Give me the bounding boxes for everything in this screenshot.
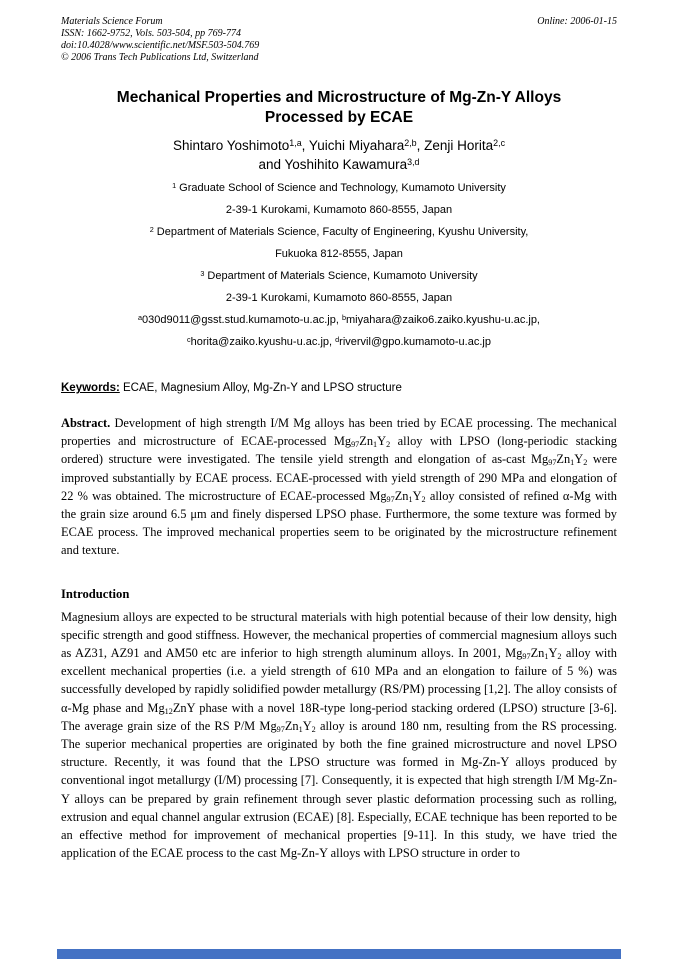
text-segment: ZnY phase with a novel 18R-type long-period stacking ordered (LPSO) structure [3-6]. The average grain size of the RS P/M Mg bbox=[61, 700, 617, 733]
affiliations bbox=[61, 177, 617, 309]
text-segment: miyahara@zaiko6.zaiko.kyushu-u.ac.jp, bbox=[346, 314, 540, 326]
affiliation-line bbox=[61, 199, 617, 221]
text-segment: 3 bbox=[200, 268, 205, 278]
text-segment: Abstract. bbox=[61, 416, 111, 430]
text-segment: ECAE, Magnesium Alloy, Mg-Zn-Y and LPSO structure bbox=[119, 382, 402, 394]
text-segment: Y bbox=[574, 452, 584, 467]
text-segment: a bbox=[138, 312, 143, 322]
text-segment: Y bbox=[377, 434, 387, 449]
text-segment: 97 bbox=[522, 652, 531, 662]
text-segment: 97 bbox=[548, 458, 557, 468]
text-segment: rivervil@gpo.kumamoto-u.ac.jp bbox=[339, 336, 491, 348]
paper-title-line-1: Mechanical Properties and Microstructure of Mg-Zn-Y Alloys bbox=[116, 89, 562, 106]
text-segment: 2-39-1 Kurokami, Kumamoto 860-8555, Japan bbox=[225, 204, 453, 216]
text-segment: 2,b bbox=[404, 138, 417, 148]
journal-name: Materials Science Forum bbox=[61, 16, 163, 27]
text-segment: 1 bbox=[373, 440, 378, 450]
text-segment: c bbox=[187, 334, 191, 344]
paper-title-line-2: Processed by ECAE bbox=[264, 109, 414, 126]
online-date: Online: 2006-01-15 bbox=[537, 16, 617, 27]
text-segment: alloy with excellent mechanical properties (i.e. a yield strength of 610 MPa and an elongation to failure of 5 %) was successfully developed by rapidly solidified powder metallurgy (RS/PM) processing [1,2]. The alloy consists of α-Mg phase and Mg bbox=[61, 646, 617, 715]
paper-title bbox=[61, 88, 617, 128]
text-segment: 2 bbox=[149, 224, 154, 234]
text-segment: Zn bbox=[556, 452, 571, 467]
text-segment: Department of Materials Science, Kumamoto University bbox=[204, 270, 478, 282]
affiliation-line bbox=[61, 243, 617, 265]
text-segment: 2 bbox=[557, 652, 562, 662]
text-segment: 2 bbox=[421, 494, 426, 504]
text-segment: Department of Materials Science, Faculty of Engineering, Kyushu University, bbox=[153, 226, 529, 238]
introduction-heading: Introduction bbox=[61, 586, 130, 601]
text-segment: 1,a bbox=[289, 138, 302, 148]
affiliation-line bbox=[61, 265, 617, 287]
text-segment: b bbox=[341, 312, 347, 322]
author-list bbox=[61, 136, 617, 174]
text-segment: , Yuichi Miyahara bbox=[301, 138, 405, 153]
text-segment: alloy consisted of refined α-Mg with the grain size around 6.5 μm and finely dispersed LPSO phase. Furthermore, the some texture was formed by ECAE process. The improved mechanical properties seem to be originated by the microstructure refinement and texture. bbox=[61, 488, 617, 558]
text-segment: Zn bbox=[359, 434, 374, 449]
text-segment: 2,c bbox=[493, 138, 506, 148]
text-segment: Fukuoka 812-8555, Japan bbox=[275, 248, 403, 260]
text-segment: 97 bbox=[351, 440, 360, 450]
text-segment: Y bbox=[302, 718, 312, 733]
abstract-paragraph bbox=[61, 414, 617, 560]
text-segment: d bbox=[335, 334, 340, 344]
text-segment: Zn bbox=[284, 718, 299, 733]
text-segment: 1 bbox=[172, 180, 177, 190]
text-segment: were improved substantially by ECAE process. ECAE-processed with yield strength of 290 MPa and elongation of 22 % was obtained. The microstructure of ECAE-processed Mg bbox=[61, 452, 617, 503]
journal-copyright-line: © 2006 Trans Tech Publications Ltd, Switzerland bbox=[61, 52, 259, 63]
text-segment: Y bbox=[548, 646, 558, 661]
author-emails bbox=[61, 309, 617, 353]
text-segment: horita@zaiko.kyushu-u.ac.jp, bbox=[190, 336, 336, 348]
text-segment: alloy with LPSO (long-periodic stacking ordered) structure were investigated. The tensile yield strength and elongation of as-cast Mg bbox=[61, 434, 617, 467]
text-segment: alloy is around 180 nm, resulting from the RS processing. The superior mechanical properties are originated by both the fine grained microstructure and novel LPSO structure. Recently, it was found that the LPSO structure was formed in Mg-Zn-Y alloys produced by conventional ingot metallurgy (I/M) processing [7]. Consequently, it is expected that high strength I/M Mg-Zn-Y alloys can be prepared by grain refinement through sever plastic deformation processing such as rolling, extrusion and equal channel angular extrusion (ECAE) [8]. Especially, ECAE technique has been reported to be an effective method for improvement of mechanical properties [9-11]. In this study, we have tried the application of the ECAE process to the cast Mg-Zn-Y alloys with LPSO structure in order to bbox=[61, 718, 617, 861]
author-line-2 bbox=[61, 155, 617, 174]
text-segment: 2-39-1 Kurokami, Kumamoto 860-8555, Japan bbox=[225, 292, 453, 304]
email-line bbox=[61, 309, 617, 331]
text-segment: 1 bbox=[408, 494, 413, 504]
text-segment: 12 bbox=[164, 706, 173, 716]
text-segment: Keywords: bbox=[61, 382, 120, 394]
text-segment: 030d9011@gsst.stud.kumamoto-u.ac.jp, bbox=[142, 314, 342, 326]
text-segment: Shintaro Yoshimoto bbox=[172, 138, 290, 153]
affiliation-line bbox=[61, 287, 617, 309]
text-segment: 2 bbox=[583, 458, 588, 468]
text-segment: 2 bbox=[386, 440, 391, 450]
text-segment: 97 bbox=[276, 724, 285, 734]
text-segment: 2 bbox=[311, 724, 316, 734]
journal-doi-line: doi:10.4028/www.scientific.net/MSF.503-504.769 bbox=[61, 40, 260, 51]
text-segment: Graduate School of Science and Technology, Kumamoto University bbox=[176, 182, 506, 194]
email-line bbox=[61, 331, 617, 353]
affiliation-line bbox=[61, 177, 617, 199]
text-segment: 1 bbox=[544, 652, 549, 662]
author-line-1 bbox=[61, 136, 617, 155]
text-segment: 97 bbox=[386, 494, 395, 504]
keywords-line bbox=[61, 381, 617, 396]
journal-header bbox=[61, 16, 617, 64]
text-segment: 3,d bbox=[407, 157, 420, 167]
text-segment: Zn bbox=[530, 646, 545, 661]
journal-meta bbox=[61, 16, 259, 64]
text-segment: Magnesium alloys are expected to be structural materials with high potential because of their low density, high specific strength and good stiffness. However, the mechanical properties of commercial magnesium alloys such as AZ31, AZ91 and AM50 etc are inferior to high strength aluminum alloys. In 2001, Mg bbox=[61, 609, 617, 661]
text-segment: , Zenji Horita bbox=[416, 138, 494, 153]
journal-issn-line: ISSN: 1662-9752, Vols. 503-504, pp 769-774 bbox=[61, 28, 241, 39]
text-segment: 1 bbox=[570, 458, 575, 468]
text-segment: Zn bbox=[394, 488, 409, 503]
affiliation-line bbox=[61, 221, 617, 243]
text-segment: Development of high strength I/M Mg alloys has been tried by ECAE processing. The mechanical properties and microstructure of ECAE-processed Mg bbox=[61, 416, 617, 449]
text-segment: Y bbox=[412, 488, 422, 503]
footer-accent-bar bbox=[57, 949, 621, 959]
text-segment: and Yoshihito Kawamura bbox=[258, 157, 408, 172]
introduction-paragraph bbox=[61, 608, 617, 863]
text-segment: 1 bbox=[298, 724, 303, 734]
